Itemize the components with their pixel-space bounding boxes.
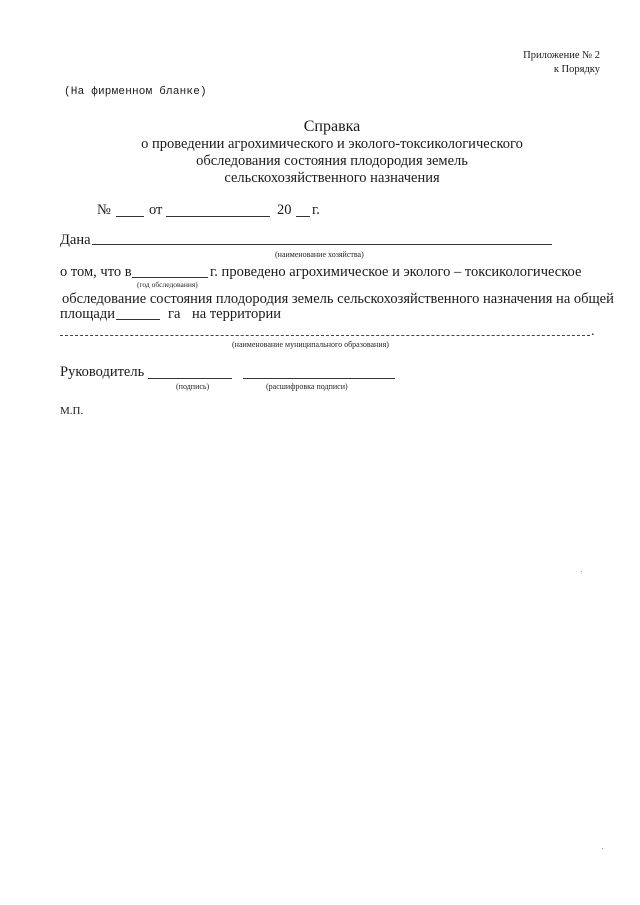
stamp-label: М.П.: [60, 405, 84, 417]
appendix-reference: к Порядку: [553, 64, 600, 75]
signature-field[interactable]: [148, 378, 232, 379]
area-label: площади: [60, 306, 115, 322]
letterhead-note: (На фирменном бланке): [64, 86, 207, 98]
area-unit: га: [168, 306, 181, 322]
year-suffix: г.: [312, 202, 320, 218]
body-line-1-start: о том, что в: [60, 264, 132, 280]
year-field[interactable]: [296, 216, 310, 217]
scan-speck: [581, 571, 582, 572]
municipality-field[interactable]: [60, 335, 590, 336]
signature-decode-field[interactable]: [243, 378, 395, 379]
issued-label: Дана: [60, 232, 91, 248]
farm-name-caption: (наименование хозяйства): [275, 250, 364, 259]
appendix-number: Приложение № 2: [523, 50, 600, 61]
survey-year-field[interactable]: [132, 277, 208, 278]
area-field[interactable]: [116, 319, 160, 320]
municipality-period: .: [591, 324, 595, 339]
number-label: №: [97, 202, 111, 218]
document-title-line-3: сельскохозяйственного назначения: [224, 170, 440, 186]
municipality-caption: (наименование муниципального образования): [232, 340, 389, 349]
document-heading: Справка: [303, 118, 361, 135]
signature-caption: (подпись): [176, 382, 210, 391]
body-line-1-end: г. проведено агрохимическое и эколого – токсикологическое: [210, 264, 582, 280]
territory-label: на территории: [192, 306, 282, 322]
number-field[interactable]: [116, 216, 144, 217]
document-title-line-2: обследования состояния плодородия земель: [196, 153, 468, 169]
signature-decode-caption: (расшифровка подписи): [266, 382, 348, 391]
farm-name-field[interactable]: [92, 244, 552, 245]
year-prefix: 20: [277, 202, 292, 218]
scan-speck: [602, 848, 603, 849]
body-line-2: обследование состояния плодородия земель сельскохозяйственного назначения на общей: [62, 291, 614, 307]
survey-year-caption: (год обследования): [137, 280, 198, 289]
head-label: Руководитель: [60, 364, 145, 380]
from-label: от: [149, 202, 163, 218]
date-field[interactable]: [166, 216, 270, 217]
document-title-line-1: о проведении агрохимического и эколого-токсикологического: [141, 136, 523, 152]
